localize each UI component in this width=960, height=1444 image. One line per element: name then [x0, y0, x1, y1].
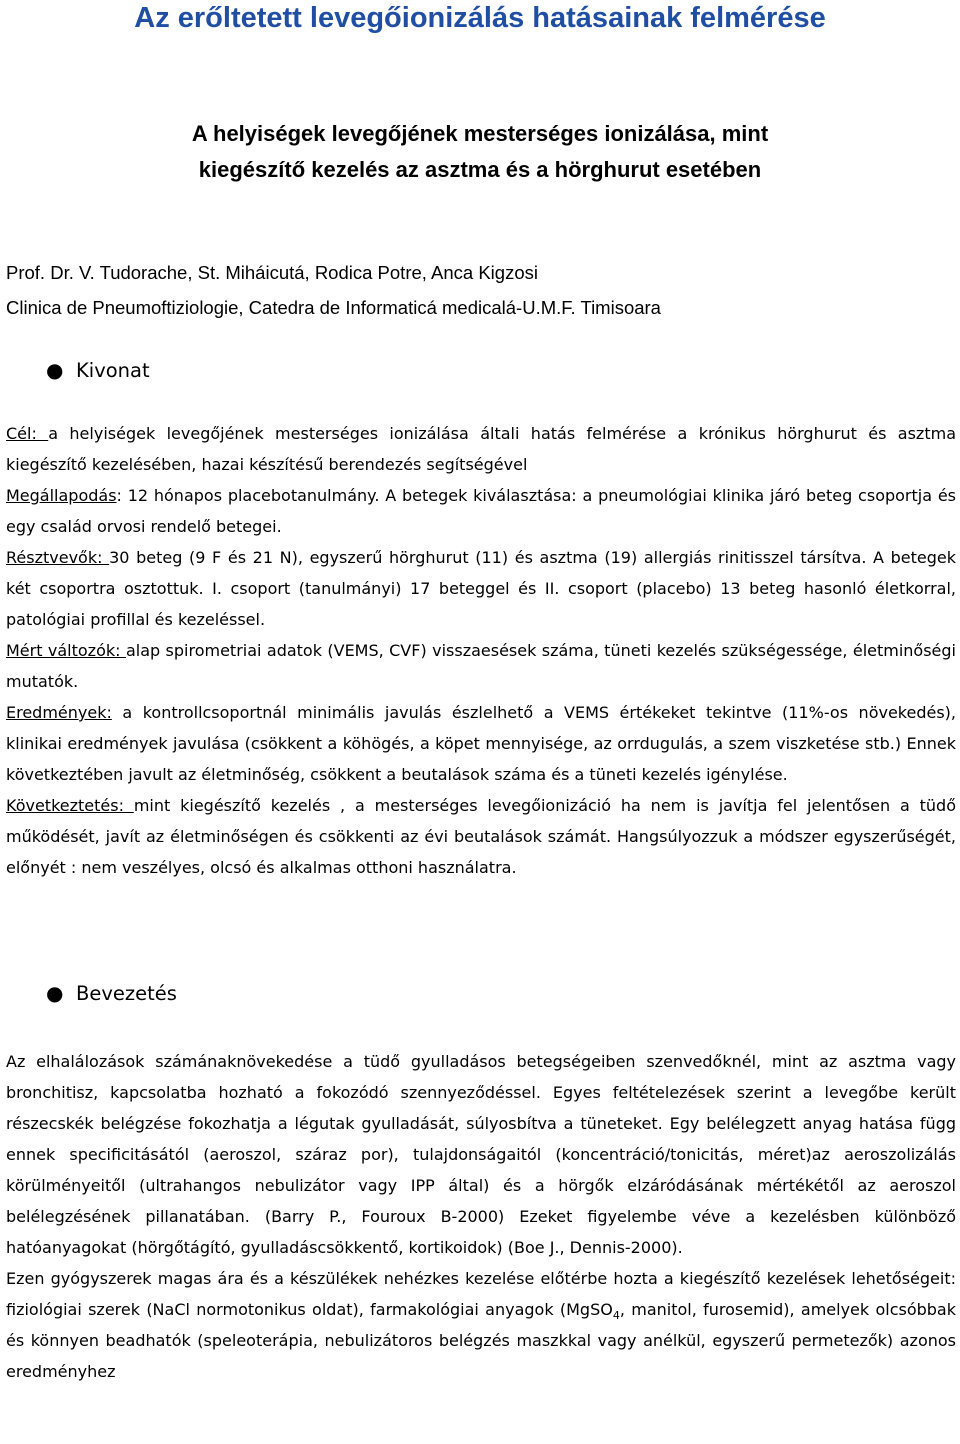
intro-paragraph [6, 1263, 956, 1387]
intro-paragraph: Az elhalálozások számánaknövekedése a tüdő gyulladásos betegségeiben szenvedőknél, mint az asztma vagy bronchitisz, kapcsolatba hozható a fokozódó szennyeződéssel. Egyes feltételezések szerint a levegőbe került részecskék belégzése fokozhatja a légutak gyulladását, súlyosbítva a tüneteket. Egy belélegzett anyag hatása függ ennek specificitásától (aeroszol, száraz por), tulajdonságaitól (koncentráció/tonicitás, méret)az aeroszolizálás körülményeitől (ultrahangos nebulizátor vagy IPP által) és a hörgők elzáródásának mértékétől az aeroszol belélegzésének pillanatában. (Barry P., Fouroux B-2000) Ezeket figyelembe véve a kezelésben különböző hatóanyagokat (hörgőtágító, gyulladáscsökkentő, kortikoidok) (Boe J., Dennis-2000). [6, 1052, 956, 1257]
text-megallapodas: : 12 hónapos placebotanulmány. A betegek kiválasztása: a pneumológiai klinika járó beteg csoportja és egy család orvosi rendelő betegei. [6, 486, 956, 536]
intro-text: Ezen gyógyszerek magas ára és a készülékek nehézkes kezelése előtérbe hozta a kiegészítő kezelések lehetőségeit: fiziológiai szerek (NaCl normotonikus oldat), farmakológiai anyagok (MgSO [6, 1269, 956, 1319]
abstract-paragraph-cel [6, 418, 956, 480]
bullet-icon: ● [46, 981, 64, 1005]
subscript: 4 [612, 1309, 620, 1323]
section-heading-intro [46, 978, 177, 1009]
text-kovetkeztetes: mint kiegészítő kezelés , a mesterséges levegőionizáció ha nem is javítja fel jelentősen a tüdő működését, javít az életminőségen és csökkenti az évi beutalások számát. Hangsúlyozzuk a módszer egyszerűségét, előnyét : nem veszélyes, olcsó és alkalmas otthoni használatra. [6, 796, 956, 877]
intro-body [6, 1046, 956, 1387]
intro-text: , manitol, furosemid), amelyek olcsóbbak és könnyen beadhatók (speleoterápia, nebulizátoros belégzés maszkkal vagy anélkül, egyszerű permetezők) azonos eredményhez [6, 1300, 956, 1381]
text-mert: alap spirometriai adatok (VEMS, CVF) visszaesések száma, tüneti kezelés szükségessége, életminőségi mutatók. [6, 641, 956, 691]
abstract-body [6, 418, 956, 883]
label-kovetkeztetes: Következtetés: [6, 796, 134, 815]
section-heading-abstract [46, 355, 150, 386]
bullet-icon: ● [46, 358, 64, 382]
abstract-paragraph-megallapodas [6, 480, 956, 542]
subtitle-line: A helyiségek levegőjének mesterséges ionizálása, mint [191, 121, 769, 146]
label-cel: Cél: [6, 424, 49, 443]
heading-label: Bevezetés [76, 982, 177, 1005]
label-eredmenyek: Eredmények: [6, 703, 112, 722]
document-title: Az erőltetett levegőionizálás hatásainak felmérése [134, 2, 826, 34]
label-resztvevok: Résztvevők: [6, 548, 110, 567]
label-megallapodas: Megállapodás [6, 486, 117, 505]
document-subtitle [0, 116, 960, 188]
text-resztvevok: 30 beteg (9 F és 21 N), egyszerű hörghurut (11) és asztma (19) allergiás rinitisszel társítva. A betegek két csoportra osztottuk. I. csoport (tanulmányi) 17 beteggel és II. csoport (placebo) 13 beteg hasonló életkorral, patológiai profillal és kezeléssel. [6, 548, 956, 629]
affiliation-line: Clinica de Pneumoftiziologie, Catedra de Informaticá medicalá-U.M.F. Timisoara [6, 297, 661, 318]
subtitle-line: kiegészítő kezelés az asztma és a hörghurut esetében [198, 157, 762, 182]
abstract-paragraph-resztvevok [6, 542, 956, 635]
abstract-paragraph-eredmenyek [6, 697, 956, 790]
text-cel: a helyiségek levegőjének mesterséges ionizálása általi hatás felmérése a krónikus hörghurut és asztma kiegészítő kezelésében, hazai készítésű berendezés segítségével [6, 424, 956, 474]
heading-label: Kivonat [76, 359, 150, 382]
abstract-paragraph-kovetkeztetes [6, 790, 956, 883]
label-mert: Mért változók: [6, 641, 126, 660]
authors-line: Prof. Dr. V. Tudorache, St. Miháicutá, Rodica Potre, Anca Kigzosi [6, 262, 538, 283]
abstract-paragraph-mert [6, 635, 956, 697]
authors-block [6, 255, 661, 325]
text-eredmenyek: a kontrollcsoportnál minimális javulás észlelhető a VEMS értékeket tekintve (11%-os növekedés), klinikai eredmények javulása (csökkent a köhögés, a köpet mennyisége, az orrdugulás, a szem viszketése stb.) Ennek következtében javult az életminőség, csökkent a beutalások száma és a tüneti kezelés igénylése. [6, 703, 956, 784]
